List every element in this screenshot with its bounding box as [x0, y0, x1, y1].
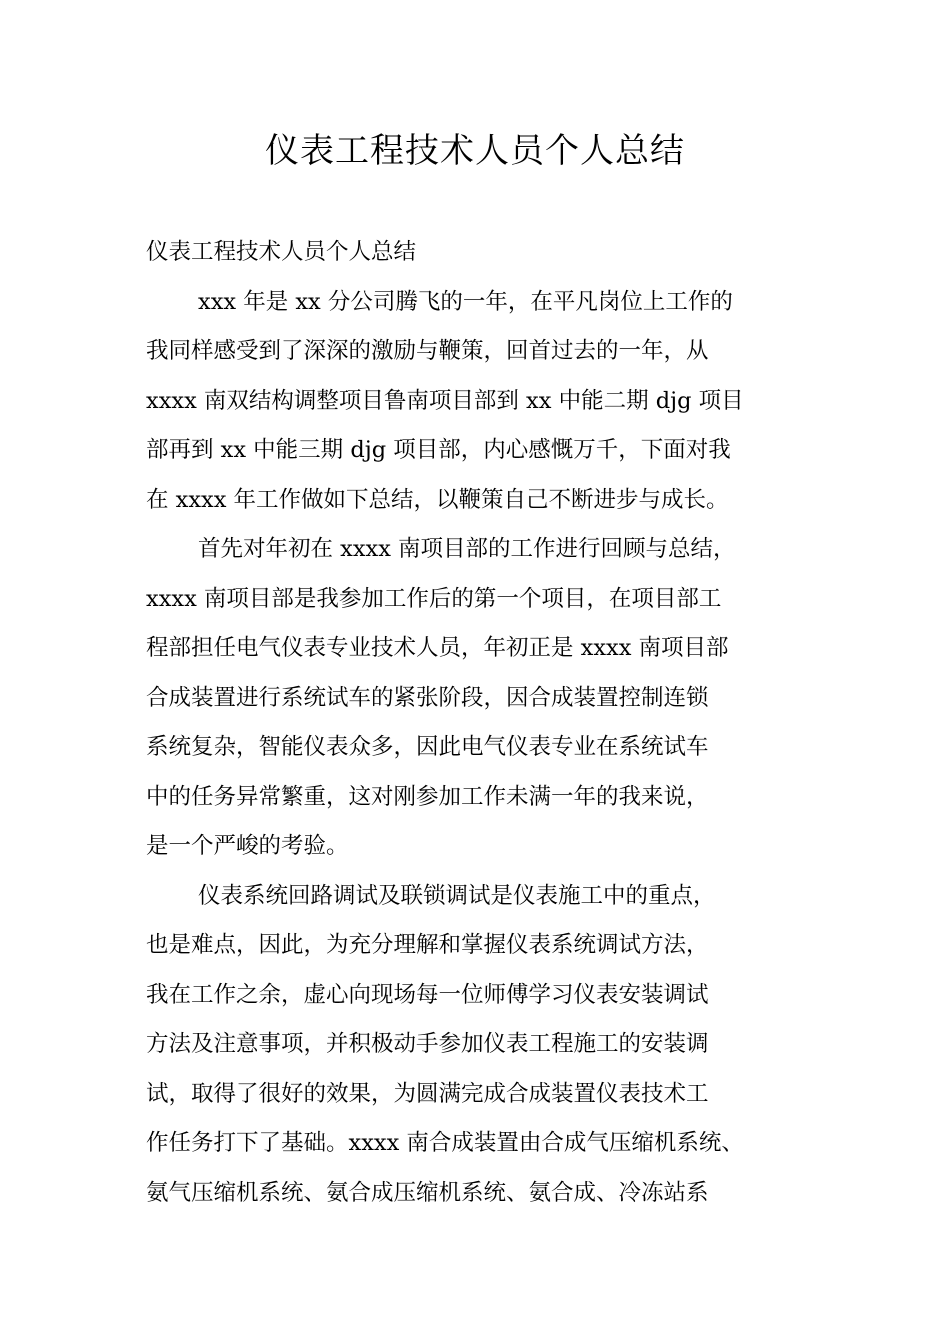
- text-line-3: 我同样感受到了深深的激励与鞭策，回首过去的一年，从: [146, 338, 709, 364]
- document-body: [146, 228, 836, 1218]
- text-line-15: 也是难点，因此，为充分理解和掌握仪表系统调试方法，: [146, 932, 709, 958]
- text-line-19: 作任务打下了基础。xxxx 南合成装置由合成气压缩机系统、: [146, 1130, 744, 1156]
- text-line-10: 合成装置进行系统试车的紧张阶段，因合成装置控制连锁: [146, 684, 709, 711]
- document-title: 仪表工程技术人员个人总结: [265, 131, 685, 171]
- text-line-6: 在 xxxx 年工作做如下总结，以鞭策自己不断进步与成长。: [146, 486, 729, 513]
- text-line-18: 试，取得了很好的效果，为圆满完成合成装置仪表技术工: [146, 1080, 709, 1107]
- text-line-2: xxx 年是 xx 分公司腾飞的一年，在平凡岗位上工作的: [198, 288, 733, 315]
- text-line-20: 氨气压缩机系统、氨合成压缩机系统、氨合成、冷冻站系: [146, 1179, 709, 1206]
- text-line-4: xxxx 南双结构调整项目鲁南项目部到 xx 中能二期 djg 项目: [146, 387, 744, 414]
- text-line-5: 部再到 xx 中能三期 djg 项目部，内心感慨万千，下面对我: [146, 437, 731, 463]
- text-line-17: 方法及注意事项，并积极动手参加仪表工程施工的安装调: [146, 1031, 709, 1057]
- text-line-9: 程部担任电气仪表专业技术人员，年初正是 xxxx 南项目部: [146, 635, 729, 661]
- text-line-13: 是一个严峻的考验。: [146, 833, 349, 859]
- text-line-12: 中的任务异常繁重，这对刚参加工作未满一年的我来说，: [146, 783, 709, 810]
- text-line-14: 仪表系统回路调试及联锁调试是仪表施工中的重点，: [198, 882, 716, 909]
- text-line-8: xxxx 南项目部是我参加工作后的第一个项目，在项目部工: [146, 585, 722, 612]
- text-line-11: 系统复杂，智能仪表众多，因此电气仪表专业在系统试车: [146, 734, 709, 760]
- text-line-16: 我在工作之余，虚心向现场每一位师傅学习仪表安装调试: [146, 981, 709, 1008]
- text-line-7: 首先对年初在 xxxx 南项目部的工作进行回顾与总结，: [198, 536, 736, 562]
- text-line-1: 仪表工程技术人员个人总结: [146, 239, 417, 265]
